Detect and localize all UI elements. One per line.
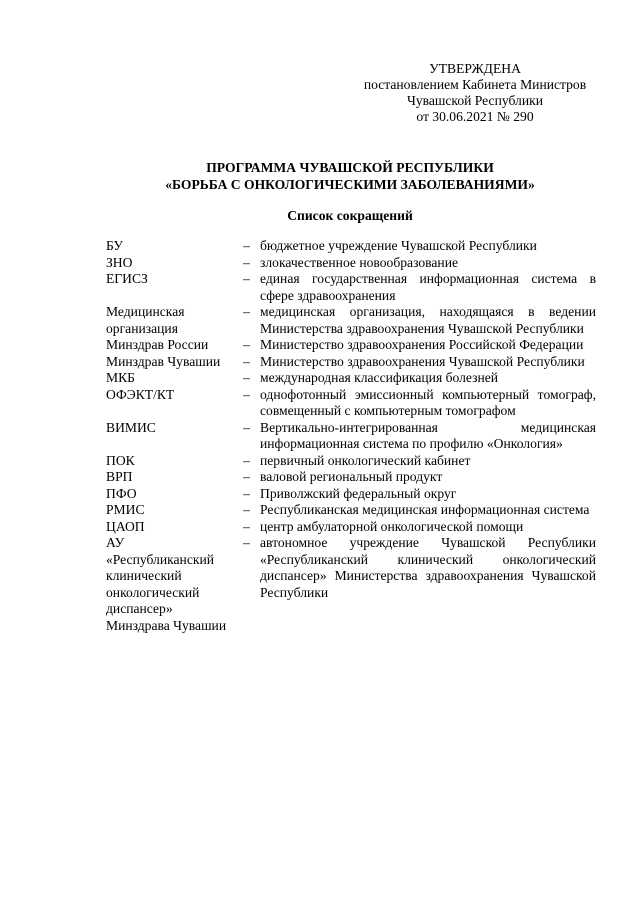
abbreviation-definition: медицинская организация, находящаяся в ведении Министерства здравоохранения Чувашской Республики <box>260 304 596 336</box>
abbreviation-definition: международная классификация болезней <box>260 370 499 385</box>
abbreviation-row <box>106 387 596 420</box>
abbreviation-row <box>106 469 596 486</box>
approval-heading: УТВЕРЖДЕНА <box>429 61 521 76</box>
abbreviation-term: Минздрав России <box>106 337 209 352</box>
abbreviation-dash: – <box>243 386 250 402</box>
abbreviation-term: АУ «Республиканский клинический онкологический диспансер» Минздрава Чувашии <box>106 535 227 633</box>
abbreviation-dash: – <box>243 518 250 534</box>
abbreviation-dash: – <box>243 337 250 352</box>
approval-resolution: постановлением Кабинета Министров <box>363 77 587 92</box>
abbreviation-term: ОФЭКТ/КТ <box>106 386 175 402</box>
abbreviation-definition: злокачественное новообразование <box>260 254 459 270</box>
abbreviation-definition: Вертикально-интегрированная медицинская информационная система по профилю «Онкология» <box>260 419 596 451</box>
abbreviation-row <box>106 535 596 634</box>
abbreviation-definition: центр амбулаторной онкологической помощи <box>260 518 524 534</box>
abbreviation-dash: – <box>243 535 250 550</box>
abbreviation-definition: первичный онкологический кабинет <box>260 452 471 468</box>
abbreviation-row <box>106 486 596 503</box>
abbreviation-term: ВРП <box>106 469 133 484</box>
abbreviation-definition: единая государственная информационная система в сфере здравоохранения <box>260 271 596 303</box>
abbreviation-dash: – <box>243 452 250 468</box>
abbreviations-heading: Список сокращений <box>287 208 413 223</box>
abbreviation-dash: – <box>243 485 250 501</box>
abbreviation-row <box>106 337 596 354</box>
approval-date-number: от 30.06.2021 № 290 <box>416 109 534 124</box>
abbreviation-dash: – <box>243 304 250 319</box>
abbreviation-term: ВИМИС <box>106 419 156 435</box>
abbreviation-row <box>106 304 596 337</box>
approval-republic: Чувашской Республики <box>407 93 543 108</box>
abbreviation-row <box>106 255 596 272</box>
abbreviation-row <box>106 370 596 387</box>
abbreviation-term: БУ <box>106 238 123 253</box>
approval-stamp <box>355 61 595 125</box>
abbreviation-dash: – <box>243 370 250 385</box>
abbreviation-term: Минздрав Чувашии <box>106 353 221 369</box>
program-title-line-1: ПРОГРАММА ЧУВАШСКОЙ РЕСПУБЛИКИ <box>206 160 494 175</box>
abbreviation-definition: автономное учреждение Чувашской Республики «Республиканский клинический онкологический диспансер» Министерства здравоохранения Чувашской Республики <box>260 535 596 600</box>
abbreviation-row <box>106 238 596 255</box>
abbreviation-row <box>106 502 596 519</box>
program-title-line-2: «БОРЬБА С ОНКОЛОГИЧЕСКИМИ ЗАБОЛЕВАНИЯМИ» <box>165 177 535 192</box>
abbreviation-dash: – <box>243 238 250 253</box>
abbreviation-row <box>106 453 596 470</box>
abbreviation-dash: – <box>243 502 250 517</box>
abbreviation-term: МКБ <box>106 370 135 385</box>
abbreviation-definition: Республиканская медицинская информационная система <box>260 502 590 517</box>
abbreviation-definition: бюджетное учреждение Чувашской Республики <box>260 238 537 253</box>
abbreviation-term: ЗНО <box>106 254 133 270</box>
abbreviation-term: ПФО <box>106 485 137 501</box>
abbreviation-term: ПОК <box>106 452 135 468</box>
abbreviation-row <box>106 354 596 371</box>
abbreviation-definition: Приволжский федеральный округ <box>260 485 457 501</box>
abbreviation-term: ЕГИСЗ <box>106 271 148 286</box>
abbreviation-term: Медицинская организация <box>106 304 185 336</box>
abbreviation-definition: валовой региональный продукт <box>260 469 443 484</box>
abbreviation-definition: однофотонный эмиссионный компьютерный томограф, совмещенный с компьютерным томографом <box>260 386 596 418</box>
abbreviation-term: РМИС <box>106 502 145 517</box>
abbreviation-dash: – <box>243 353 250 369</box>
abbreviation-row <box>106 519 596 536</box>
abbreviation-row <box>106 271 596 304</box>
abbreviation-row <box>106 420 596 453</box>
abbreviation-dash: – <box>243 419 250 435</box>
abbreviation-definition: Министерство здравоохранения Российской Федерации <box>260 337 584 352</box>
program-title <box>100 159 600 193</box>
abbreviations-list <box>106 238 596 634</box>
abbreviation-definition: Министерство здравоохранения Чувашской Республики <box>260 353 585 369</box>
abbreviation-dash: – <box>243 254 250 270</box>
abbreviation-dash: – <box>243 469 250 484</box>
abbreviation-term: ЦАОП <box>106 518 145 534</box>
abbreviation-dash: – <box>243 271 250 286</box>
